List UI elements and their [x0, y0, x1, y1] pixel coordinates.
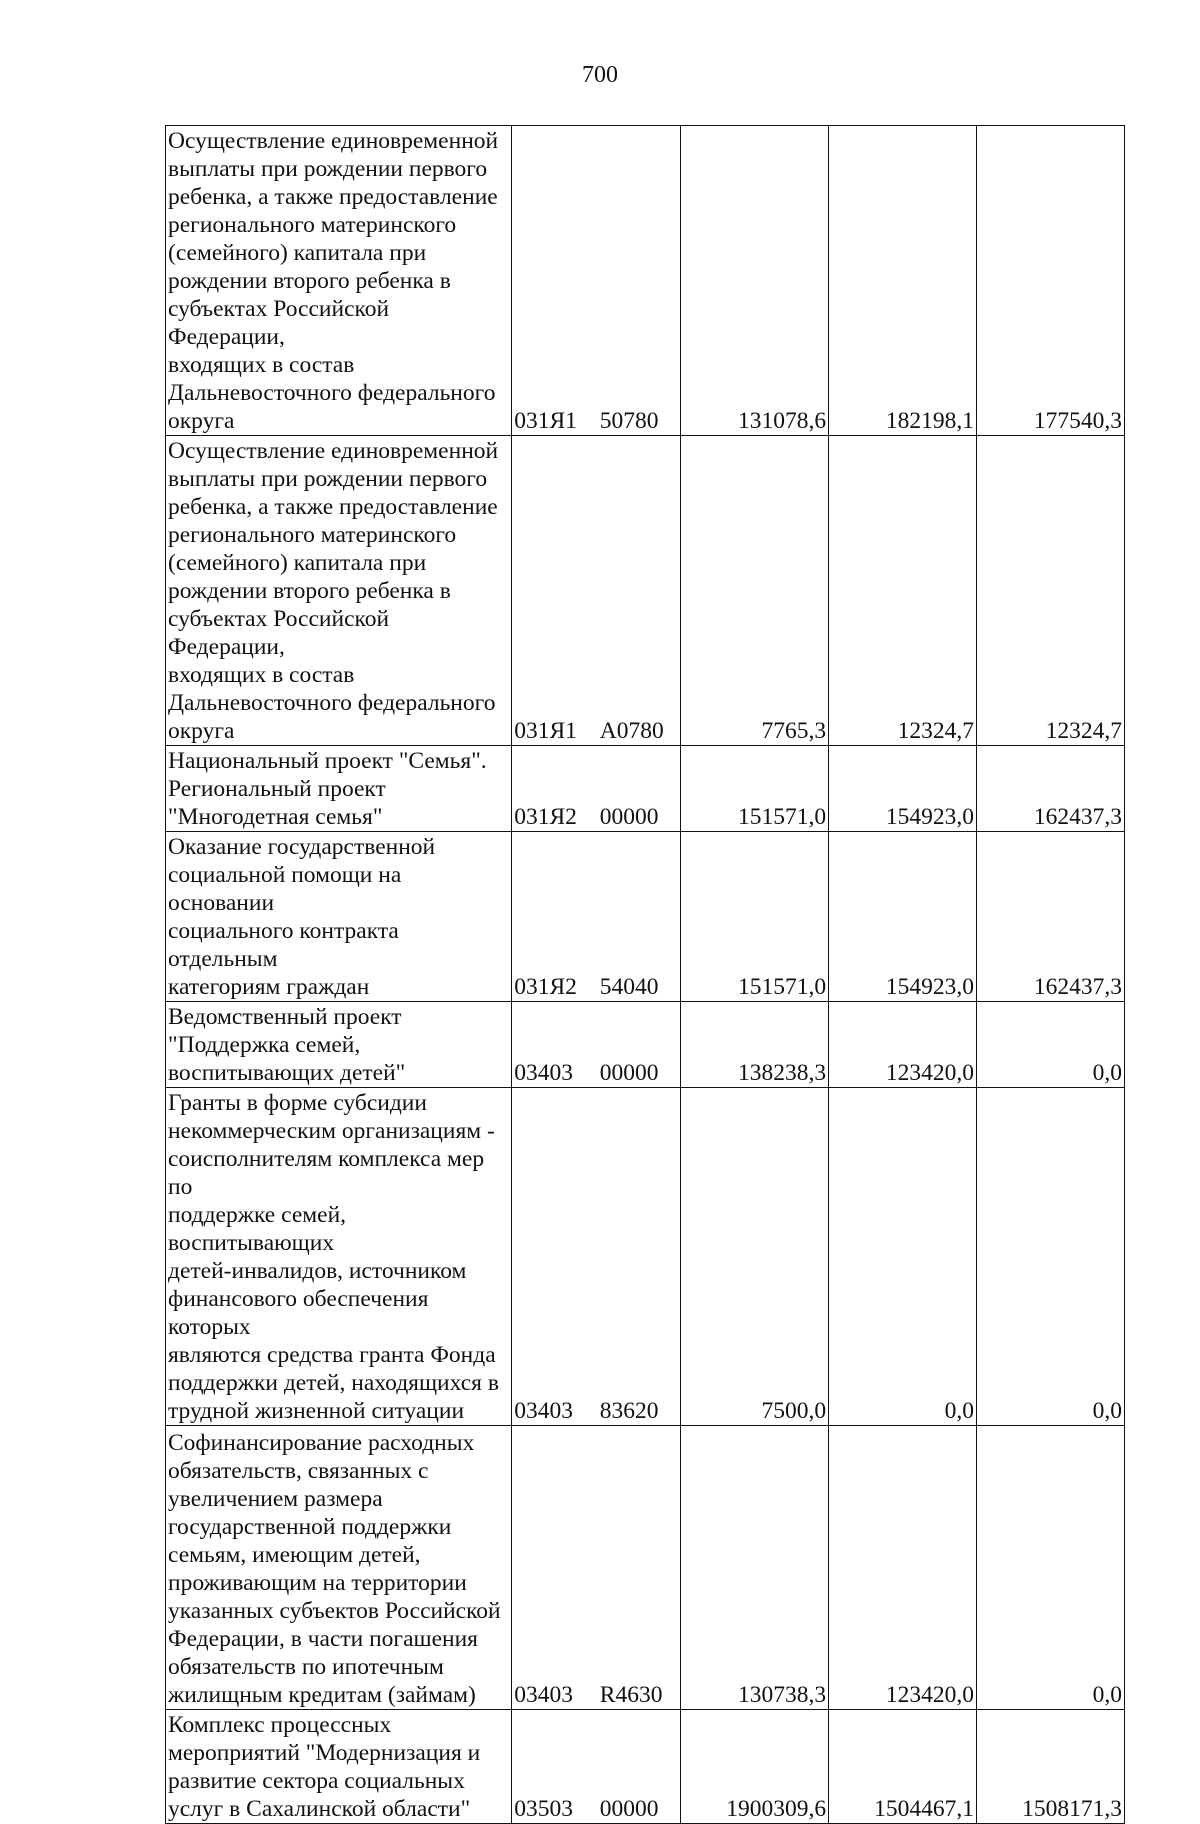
amount-year-2: 154923,0 — [829, 832, 977, 1002]
expense-direction-code: А0780 — [598, 436, 681, 746]
table-row — [166, 1088, 1125, 1426]
program-code: 031Я1 — [512, 126, 598, 436]
program-code: 03403 — [512, 1002, 598, 1088]
amount-year-1: 138238,3 — [681, 1002, 829, 1088]
amount-year-1: 7765,3 — [681, 436, 829, 746]
program-code: 031Я2 — [512, 832, 598, 1002]
expense-direction-code: 50780 — [598, 126, 681, 436]
amount-year-3: 0,0 — [977, 1426, 1125, 1710]
expense-direction-code: 54040 — [598, 832, 681, 1002]
amount-year-2: 123420,0 — [829, 1002, 977, 1088]
row-name: Комплекс процессных мероприятий "Модернизация и развитие сектора социальных услуг в Сахалинской области" — [166, 1710, 512, 1824]
program-code: 03503 — [512, 1710, 598, 1824]
expense-direction-code: 00000 — [598, 1002, 681, 1088]
program-code: 031Я2 — [512, 746, 598, 832]
expense-direction-code: 83620 — [598, 1088, 681, 1426]
amount-year-2: 182198,1 — [829, 126, 977, 436]
amount-year-3: 162437,3 — [977, 746, 1125, 832]
table-row — [166, 1710, 1125, 1824]
amount-year-1: 151571,0 — [681, 832, 829, 1002]
budget-table — [165, 125, 1125, 1824]
amount-year-1: 7500,0 — [681, 1088, 829, 1426]
table-row — [166, 436, 1125, 746]
amount-year-1: 130738,3 — [681, 1426, 829, 1710]
row-name: Гранты в форме субсидии некоммерческим организациям - соисполнителям комплекса мер по поддержке семей, воспитывающих детей-инвалидов, источником финансового обеспечения которых являются средства гранта Фонда поддержки детей, находящихся в трудной жизненной ситуации — [166, 1088, 512, 1426]
amount-year-3: 162437,3 — [977, 832, 1125, 1002]
table-row — [166, 746, 1125, 832]
expense-direction-code: 00000 — [598, 746, 681, 832]
expense-direction-code: 00000 — [598, 1710, 681, 1824]
table-row — [166, 1002, 1125, 1088]
amount-year-3: 0,0 — [977, 1088, 1125, 1426]
amount-year-3: 0,0 — [977, 1002, 1125, 1088]
row-name: Ведомственный проект "Поддержка семей, воспитывающих детей" — [166, 1002, 512, 1088]
amount-year-2: 1504467,1 — [829, 1710, 977, 1824]
row-name: Оказание государственной социальной помощи на основании социального контракта отдельным категориям граждан — [166, 832, 512, 1002]
program-code: 03403 — [512, 1088, 598, 1426]
page-number: 700 — [582, 62, 618, 88]
row-name: Осуществление единовременной выплаты при рождении первого ребенка, а также предоставление регионального материнского (семейного) капитала при рождении второго ребенка в субъектах Российской Федерации, входящих в состав Дальневосточного федерального округа — [166, 436, 512, 746]
amount-year-3: 1508171,3 — [977, 1710, 1125, 1824]
row-name: Национальный проект "Семья". Региональный проект "Многодетная семья" — [166, 746, 512, 832]
amount-year-1: 1900309,6 — [681, 1710, 829, 1824]
row-name: Софинансирование расходных обязательств, связанных с увеличением размера государственной поддержки семьям, имеющим детей, проживающим на территории указанных субъектов Российской Федерации, в части погашения обязательств по ипотечным жилищным кредитам (займам) — [166, 1426, 512, 1710]
amount-year-2: 123420,0 — [829, 1426, 977, 1710]
table-row — [166, 126, 1125, 436]
amount-year-2: 0,0 — [829, 1088, 977, 1426]
program-code: 03403 — [512, 1426, 598, 1710]
amount-year-3: 12324,7 — [977, 436, 1125, 746]
amount-year-1: 151571,0 — [681, 746, 829, 832]
program-code: 031Я1 — [512, 436, 598, 746]
amount-year-2: 12324,7 — [829, 436, 977, 746]
table-row — [166, 832, 1125, 1002]
row-name: Осуществление единовременной выплаты при рождении первого ребенка, а также предоставление регионального материнского (семейного) капитала при рождении второго ребенка в субъектах Российской Федерации, входящих в состав Дальневосточного федерального округа — [166, 126, 512, 436]
amount-year-3: 177540,3 — [977, 126, 1125, 436]
amount-year-2: 154923,0 — [829, 746, 977, 832]
amount-year-1: 131078,6 — [681, 126, 829, 436]
table-row — [166, 1426, 1125, 1710]
expense-direction-code: R4630 — [598, 1426, 681, 1710]
